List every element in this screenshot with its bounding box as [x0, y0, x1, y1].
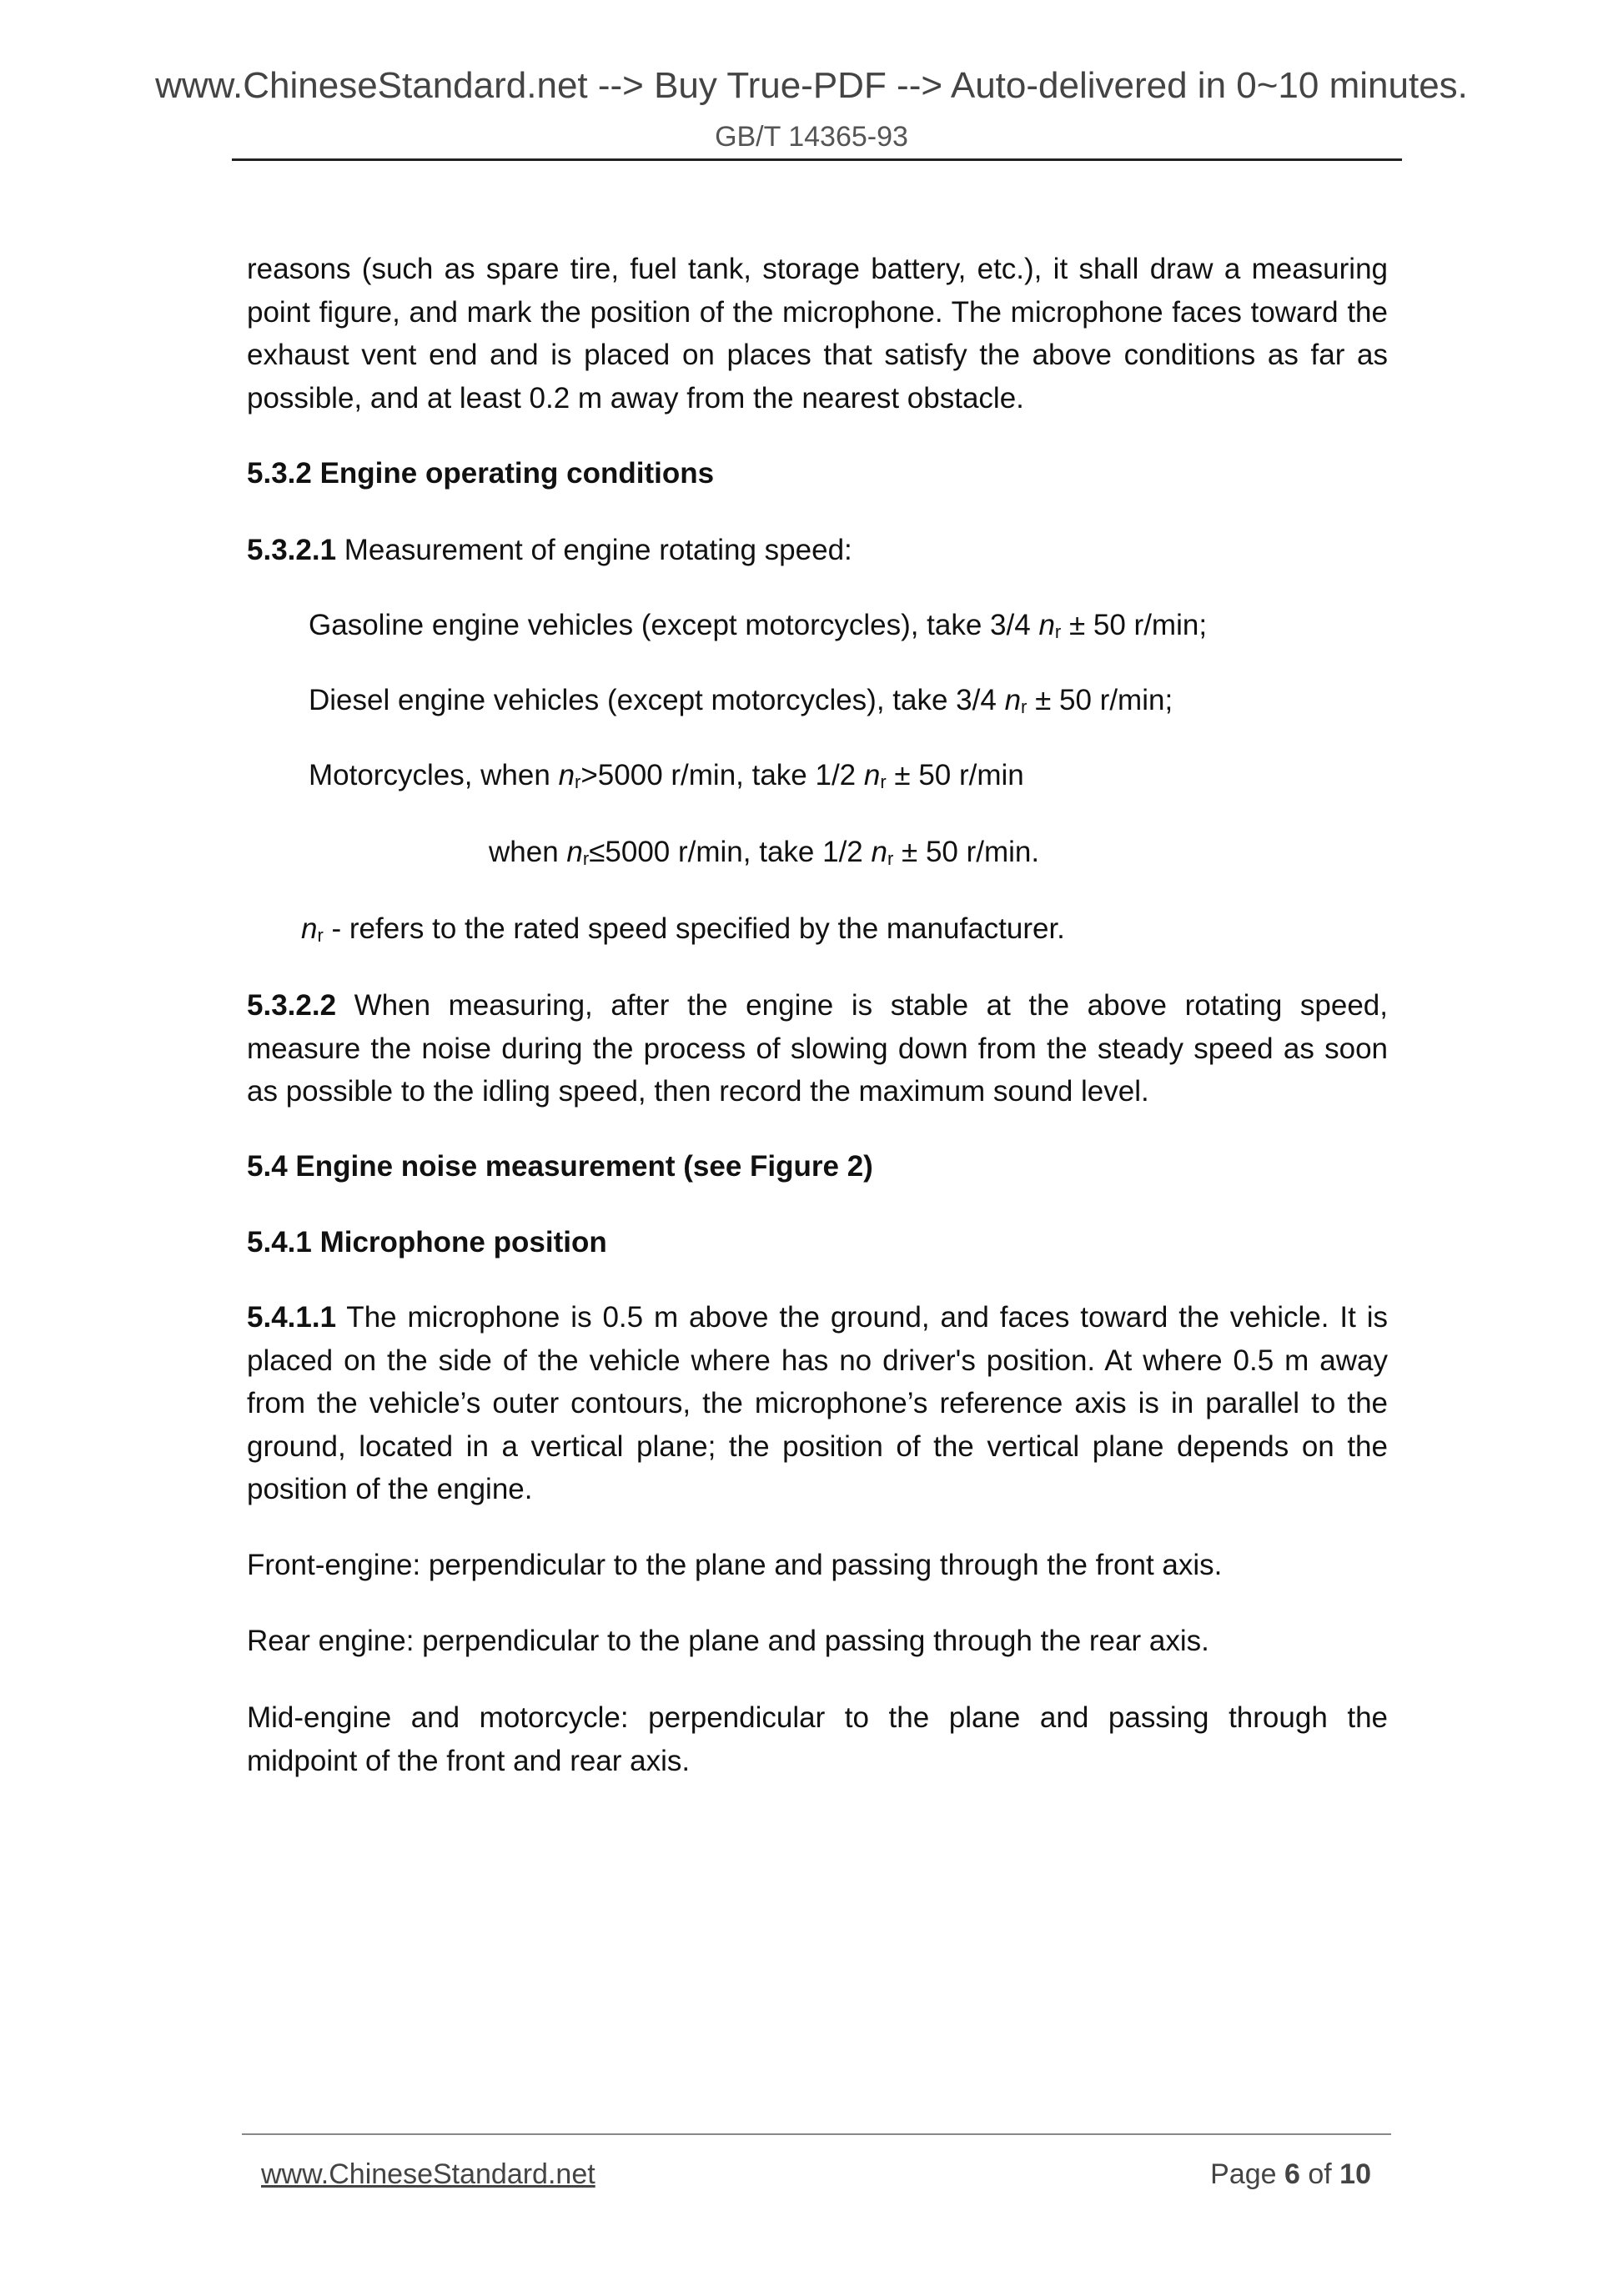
heading-5-4-1	[247, 1221, 1388, 1264]
text: - refers to the rated speed specified by the manufacturer.	[323, 912, 1065, 945]
text: >5000 r/min, take 1/2	[580, 759, 864, 791]
subscript-r: r	[887, 848, 894, 869]
clause-5-3-2-2	[247, 984, 1388, 1113]
paragraph-reasons: reasons (such as spare tire, fuel tank, storage battery, etc.), it shall draw a measuring point figure, and mark the position of the microphone. The microphone faces toward the exhaust vent end and is placed on places that satisfy the above conditions as far as possible, and at least 0.2 m away from the nearest obstacle.	[247, 253, 1388, 414]
text: Gasoline engine vehicles (except motorcycles), take 3/4	[309, 609, 1039, 641]
symbol-n: n	[1038, 609, 1055, 641]
front-engine-text: Front-engine: perpendicular to the plane and passing through the front axis.	[247, 1549, 1223, 1581]
symbol-n: n	[301, 912, 318, 945]
total-pages: 10	[1339, 2158, 1371, 2190]
document-id: GB/T 14365-93	[715, 121, 908, 153]
gasoline-line	[309, 604, 1450, 654]
header-divider	[232, 158, 1402, 161]
motorcycle-line	[309, 754, 1450, 804]
footer-website-link[interactable]: www.ChineseStandard.net	[261, 2158, 595, 2190]
page-number	[1210, 2158, 1371, 2191]
subscript-r: r	[317, 925, 324, 946]
symbol-n: n	[558, 759, 575, 791]
current-page: 6	[1284, 2158, 1300, 2190]
header-banner: www.ChineseStandard.net --> Buy True-PDF --> Auto-delivered in 0~10 minutes.	[155, 65, 1468, 106]
text: ± 50 r/min	[886, 759, 1024, 791]
clause-5-3-2-1	[247, 529, 1388, 572]
subscript-r: r	[582, 848, 590, 869]
heading-text: 5.4 Engine noise measurement (see Figure 2)	[247, 1150, 873, 1183]
heading-text: 5.3.2 Engine operating conditions	[247, 457, 715, 490]
clause-number: 5.3.2.2	[247, 989, 337, 1022]
symbol-n: n	[871, 836, 887, 868]
symbol-n: n	[863, 759, 881, 791]
clause-text: When measuring, after the engine is stable at the above rotating speed, measure the noise during the process of slowing down from the steady speed as soon as possible to the idling speed, then record the maximum sound level.	[247, 989, 1388, 1108]
clause-text: Measurement of engine rotating speed:	[336, 534, 852, 566]
mid-engine-text: Mid-engine and motorcycle: perpendicular to the plane and passing through the midpoint of the front and rear axis.	[247, 1701, 1388, 1777]
symbol-n: n	[566, 836, 583, 868]
heading-5-3-2	[247, 452, 1388, 495]
clause-5-4-1-1	[247, 1296, 1388, 1511]
nr-definition	[301, 907, 1442, 957]
subscript-r: r	[575, 771, 581, 792]
text: Diesel engine vehicles (except motorcycles), take 3/4	[309, 684, 1005, 716]
text: Page	[1210, 2158, 1284, 2190]
text: Motorcycles, when	[309, 759, 559, 791]
symbol-n: n	[1004, 684, 1022, 716]
clause-number: 5.4.1.1	[247, 1301, 337, 1334]
heading-5-4	[247, 1145, 1388, 1188]
subscript-r: r	[1054, 621, 1062, 642]
motorcycle-low-line	[489, 831, 1323, 881]
text: ± 50 r/min.	[893, 836, 1040, 868]
text: ± 50 r/min;	[1027, 684, 1173, 716]
diesel-line	[309, 679, 1450, 729]
text: when	[489, 836, 567, 868]
subscript-r: r	[1021, 696, 1028, 717]
text: ≤5000 r/min, take 1/2	[589, 836, 872, 868]
clause-text: The microphone is 0.5 m above the ground, and faces toward the vehicle. It is placed on the side of the vehicle where has no driver's position. At where 0.5 m away from the vehicle’s outer contours, the microphone’s reference axis is in parallel to the ground, located in a vertical plane; the position of the vertical plane depends on the position of the engine.	[247, 1301, 1388, 1505]
rear-engine-text: Rear engine: perpendicular to the plane and passing through the rear axis.	[247, 1625, 1209, 1657]
text: ± 50 r/min;	[1061, 609, 1208, 641]
heading-text: 5.4.1 Microphone position	[247, 1226, 607, 1259]
text: of	[1299, 2158, 1340, 2190]
subscript-r: r	[880, 771, 887, 792]
clause-number: 5.3.2.1	[247, 534, 337, 566]
footer-divider	[242, 2133, 1391, 2135]
